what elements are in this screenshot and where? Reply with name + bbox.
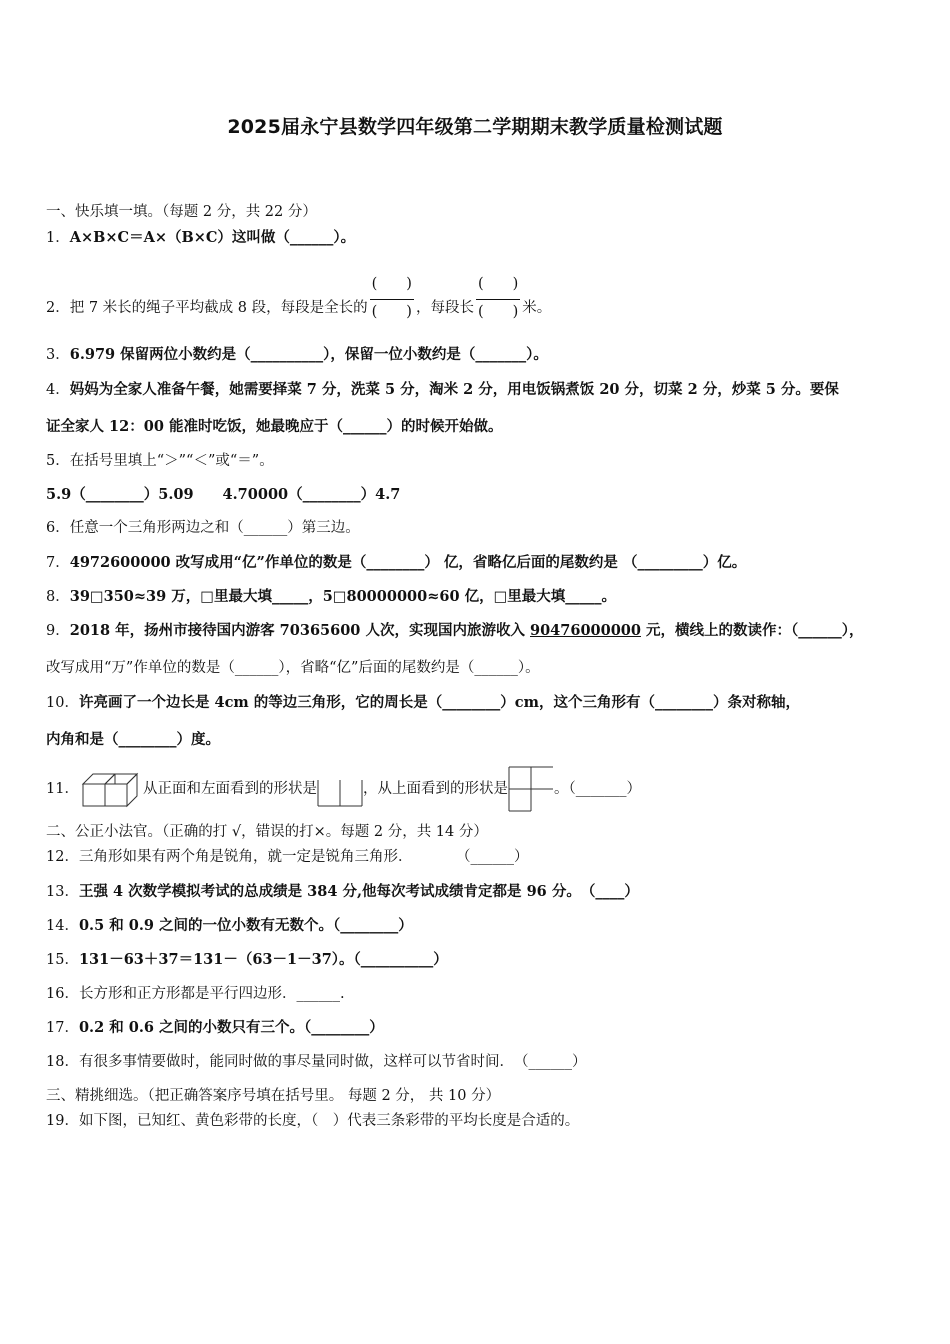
- front-view-shape-icon: [317, 770, 363, 808]
- question-number: 9．: [46, 623, 70, 639]
- question-text: 0.2 和 0.6 之间的小数只有三个。（________）: [78, 1019, 384, 1036]
- question-text: 4972600000 改写成用“亿”作单位的数是（________） 亿，省略亿后面的尾数约是 （_________）亿。: [69, 554, 747, 571]
- question-text: ，从上面看到的形状是: [362, 781, 508, 797]
- section-2-heading: 二、公正小法官。（正确的打 √，错误的打×。每题 2 分，共 14 分）: [46, 824, 488, 840]
- question-number: 1．: [46, 230, 70, 246]
- question-text: ，每段长: [415, 300, 474, 316]
- question-10-line-2: [46, 730, 220, 750]
- question-text: 有很多事情要做时，能同时做的事尽量同时做，这样可以节省时间． （______）: [78, 1054, 587, 1070]
- question-4-line-2: [46, 417, 502, 437]
- question-10-line-1: [46, 693, 800, 713]
- question-9-line-1: [46, 621, 864, 641]
- question-17: [46, 1018, 384, 1038]
- question-number: 7．: [46, 555, 70, 571]
- fraction-blank-2[interactable]: [476, 275, 520, 321]
- question-8: [46, 587, 616, 607]
- question-number: 13．: [46, 884, 79, 900]
- question-9-line-2: [46, 658, 540, 678]
- question-number: 12．: [46, 849, 79, 865]
- question-text: 把 7 米长的绳子平均截成 8 段，每段是全长的: [69, 300, 368, 316]
- question-number: 11．: [46, 781, 79, 797]
- question-7: [46, 553, 746, 573]
- question-text: 从正面和左面看到的形状是: [142, 781, 317, 797]
- question-text: 39□350≈39 万，□里最大填_____，5□80000000≈60 亿，□里最大填_____。: [69, 588, 617, 605]
- question-15: [46, 950, 448, 970]
- underlined-number: 90476000000: [530, 622, 641, 639]
- question-text: 长方形和正方形都是平行四边形．______.: [78, 986, 345, 1002]
- question-text: 。（_______）: [553, 781, 641, 797]
- question-19: [46, 1111, 579, 1131]
- fraction-numerator: ( ): [477, 276, 519, 292]
- question-16: [46, 984, 345, 1004]
- question-4-line-1: [46, 380, 839, 400]
- question-number: 3．: [46, 347, 70, 363]
- question-number: 10．: [46, 695, 79, 711]
- question-text: 证全家人 12：00 能准时吃饭，她最晚应于（______）的时候开始做。: [46, 418, 503, 435]
- question-text: 改写成用“万”作单位的数是（______），省略“亿”后面的尾数约是（______）。: [46, 660, 540, 676]
- section-3-heading: 三、精挑细选。（把正确答案序号填在括号里。 每题 2 分， 共 10 分）: [46, 1088, 501, 1104]
- question-6: [46, 518, 360, 538]
- fraction-denominator: ( ): [477, 304, 519, 320]
- fraction-denominator: ( ): [371, 304, 412, 320]
- question-text: 0.5 和 0.9 之间的一位小数有无数个。（________）: [78, 917, 413, 934]
- question-2: [46, 276, 552, 331]
- question-number: 18．: [46, 1054, 79, 1070]
- question-text: 三角形如果有两个角是锐角，就一定是锐角三角形． （______）: [78, 849, 529, 865]
- question-text: A×B×C＝A×（B×C）这叫做（______）。: [69, 229, 356, 246]
- question-number: 14．: [46, 918, 79, 934]
- question-text: 内角和是（________）度。: [46, 731, 220, 748]
- question-text: 6.979 保留两位小数约是（__________），保留一位小数约是（_______）。: [69, 346, 548, 363]
- question-12: [46, 847, 528, 867]
- question-1: [46, 228, 355, 248]
- question-text: 王强 4 次数学模拟考试的总成绩是 384 分,他每次考试成绩肯定都是 96 分。 （____）: [78, 883, 639, 900]
- question-number: 2．: [46, 300, 70, 316]
- fraction-blank-1[interactable]: [370, 275, 414, 321]
- question-text: 元，横线上的数读作：（______），: [640, 622, 864, 639]
- question-3: [46, 345, 548, 365]
- fraction-numerator: ( ): [371, 276, 412, 292]
- page-title: 2025届永宁县数学四年级第二学期期末教学质量检测试题: [227, 116, 723, 138]
- question-14: [46, 916, 413, 936]
- question-number: 15．: [46, 952, 79, 968]
- question-number: 8．: [46, 589, 70, 605]
- question-18: [46, 1052, 586, 1072]
- question-number: 6．: [46, 520, 70, 536]
- cube-stack-icon: [79, 770, 143, 808]
- question-5: [46, 451, 274, 471]
- section-1-heading: 一、快乐填一填。（每题 2 分，共 22 分）: [46, 204, 317, 220]
- question-13: [46, 882, 639, 902]
- question-text: 妈妈为全家人准备午餐，她需要择菜 7 分，洗菜 5 分，淘米 2 分，用电饭锅煮饭 20 分，切菜 2 分，炒菜 5 分。要保: [69, 381, 839, 398]
- question-text: 任意一个三角形两边之和（______）第三边。: [69, 520, 360, 536]
- question-number: 4．: [46, 382, 70, 398]
- question-5-items: 5.9（________）5.09 4.70000（________）4.7: [46, 486, 401, 503]
- question-number: 19．: [46, 1113, 79, 1129]
- question-text: 许亮画了一个边长是 4cm 的等边三角形，它的周长是（________）cm，这个三角形有（________）条对称轴，: [78, 694, 800, 711]
- top-view-shape-icon: [508, 766, 554, 812]
- question-text: 如下图，已知红、黄色彩带的长度，（ ）代表三条彩带的平均长度是合适的。: [78, 1113, 580, 1129]
- question-number: 16．: [46, 986, 79, 1002]
- question-text: 131－63＋37＝131－（63－1－37）。（__________）: [78, 951, 448, 968]
- question-text: 米。: [522, 300, 552, 316]
- question-11: [46, 766, 641, 812]
- question-text: 2018 年，扬州市接待国内游客 70365600 人次，实现国内旅游收入: [69, 622, 530, 639]
- question-text: 在括号里填上“＞”“＜”或“＝”。: [69, 453, 274, 469]
- question-number: 5．: [46, 453, 70, 469]
- question-number: 17．: [46, 1020, 79, 1036]
